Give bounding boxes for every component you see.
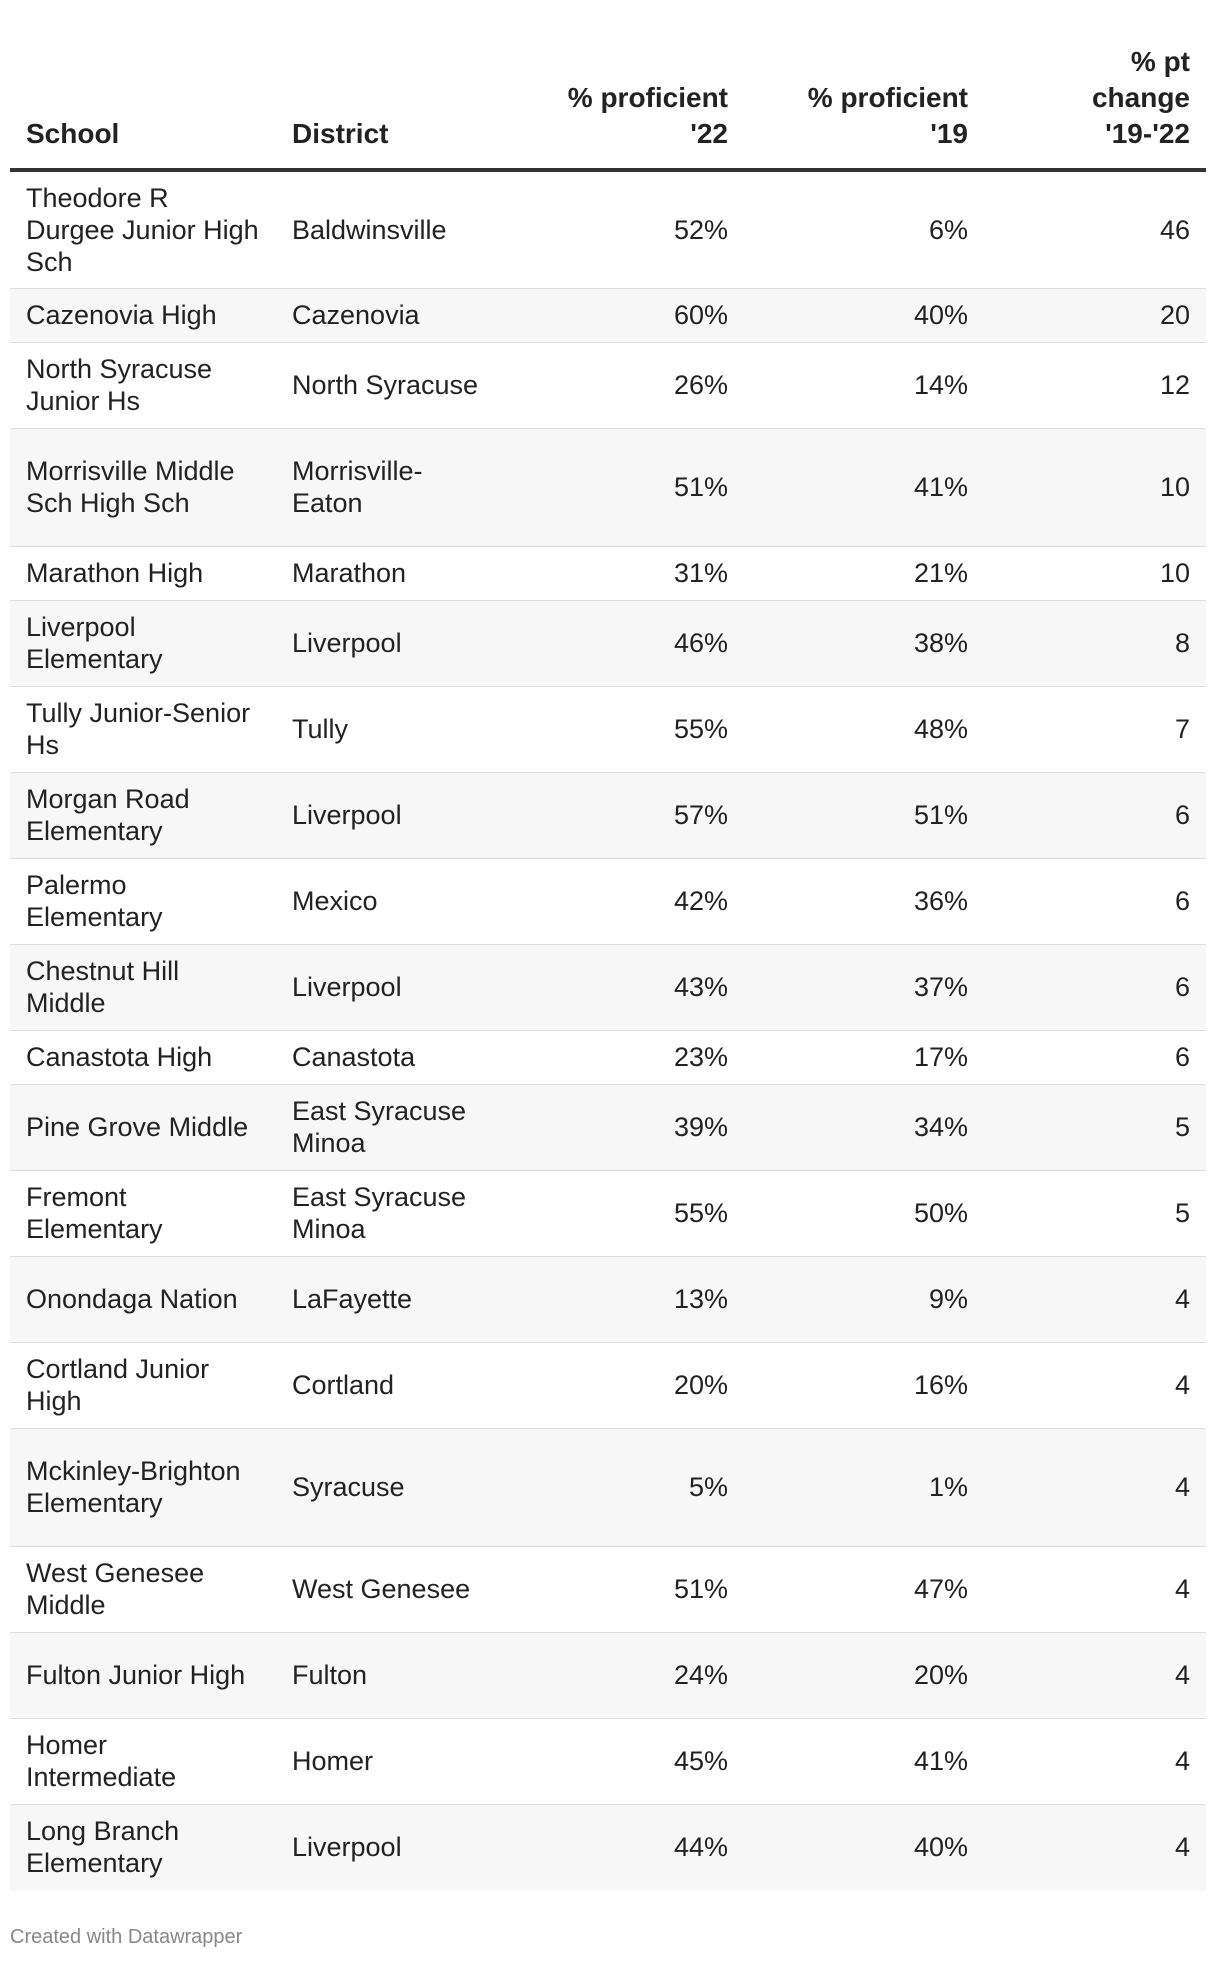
cell-pct-22: 24% xyxy=(496,1632,744,1718)
cell-change: 6 xyxy=(984,944,1206,1030)
cell-school: Morgan Road Elementary xyxy=(10,772,276,858)
cell-district: West Genesee xyxy=(276,1546,496,1632)
cell-change: 8 xyxy=(984,600,1206,686)
cell-school: Fulton Junior High xyxy=(10,1632,276,1718)
cell-change: 6 xyxy=(984,1030,1206,1084)
cell-school: Cortland Junior High xyxy=(10,1342,276,1428)
cell-school: West Genesee Middle xyxy=(10,1546,276,1632)
cell-pct-19: 41% xyxy=(744,428,984,546)
cell-school: North Syracuse Junior Hs xyxy=(10,342,276,428)
cell-change: 4 xyxy=(984,1804,1206,1890)
cell-change: 4 xyxy=(984,1256,1206,1342)
table-row xyxy=(10,1170,1206,1256)
cell-pct-19: 34% xyxy=(744,1084,984,1170)
cell-pct-19: 17% xyxy=(744,1030,984,1084)
table-row xyxy=(10,170,1206,288)
cell-district: Cazenovia xyxy=(276,288,496,342)
cell-district: North Syracuse xyxy=(276,342,496,428)
cell-district: Homer xyxy=(276,1718,496,1804)
cell-change: 4 xyxy=(984,1718,1206,1804)
cell-school: Theodore R Durgee Junior High Sch xyxy=(10,170,276,288)
cell-pct-22: 55% xyxy=(496,1170,744,1256)
cell-district: Canastota xyxy=(276,1030,496,1084)
table-row xyxy=(10,600,1206,686)
cell-pct-19: 41% xyxy=(744,1718,984,1804)
cell-pct-19: 36% xyxy=(744,858,984,944)
cell-school: Marathon High xyxy=(10,546,276,600)
cell-school: Fremont Elementary xyxy=(10,1170,276,1256)
header-district[interactable]: District xyxy=(276,0,496,170)
cell-school: Mckinley-Brighton Elementary xyxy=(10,1428,276,1546)
cell-pct-22: 60% xyxy=(496,288,744,342)
table-row xyxy=(10,1256,1206,1342)
cell-change: 4 xyxy=(984,1632,1206,1718)
table-row xyxy=(10,1718,1206,1804)
cell-pct-19: 21% xyxy=(744,546,984,600)
cell-pct-22: 52% xyxy=(496,170,744,288)
cell-pct-19: 6% xyxy=(744,170,984,288)
cell-pct-22: 26% xyxy=(496,342,744,428)
cell-pct-22: 20% xyxy=(496,1342,744,1428)
cell-district: LaFayette xyxy=(276,1256,496,1342)
cell-school: Onondaga Nation xyxy=(10,1256,276,1342)
cell-school: Morrisville Middle Sch High Sch xyxy=(10,428,276,546)
cell-school: Canastota High xyxy=(10,1030,276,1084)
cell-pct-19: 9% xyxy=(744,1256,984,1342)
cell-pct-19: 20% xyxy=(744,1632,984,1718)
table-row xyxy=(10,546,1206,600)
cell-pct-19: 1% xyxy=(744,1428,984,1546)
cell-district: East Syracuse Minoa xyxy=(276,1084,496,1170)
cell-change: 7 xyxy=(984,686,1206,772)
cell-pct-19: 38% xyxy=(744,600,984,686)
cell-district: Fulton xyxy=(276,1632,496,1718)
cell-pct-22: 51% xyxy=(496,1546,744,1632)
cell-pct-19: 50% xyxy=(744,1170,984,1256)
cell-district: Liverpool xyxy=(276,944,496,1030)
cell-school: Tully Junior-Senior Hs xyxy=(10,686,276,772)
cell-change: 5 xyxy=(984,1170,1206,1256)
cell-district: Liverpool xyxy=(276,1804,496,1890)
cell-district: Morrisville-Eaton xyxy=(276,428,496,546)
header-change[interactable]: % pt change '19-'22 xyxy=(984,0,1206,170)
cell-district: Syracuse xyxy=(276,1428,496,1546)
cell-change: 4 xyxy=(984,1342,1206,1428)
cell-change: 46 xyxy=(984,170,1206,288)
cell-district: Cortland xyxy=(276,1342,496,1428)
cell-pct-19: 16% xyxy=(744,1342,984,1428)
cell-change: 20 xyxy=(984,288,1206,342)
table-row xyxy=(10,1632,1206,1718)
cell-pct-19: 37% xyxy=(744,944,984,1030)
cell-school: Homer Intermediate xyxy=(10,1718,276,1804)
cell-school: Cazenovia High xyxy=(10,288,276,342)
cell-pct-19: 14% xyxy=(744,342,984,428)
cell-school: Liverpool Elementary xyxy=(10,600,276,686)
proficiency-table xyxy=(10,0,1206,1890)
header-pct-19[interactable]: % proficient '19 xyxy=(744,0,984,170)
cell-district: Mexico xyxy=(276,858,496,944)
datawrapper-credit: Created with Datawrapper xyxy=(10,1926,243,1948)
cell-school: Pine Grove Middle xyxy=(10,1084,276,1170)
table-row xyxy=(10,686,1206,772)
cell-pct-22: 39% xyxy=(496,1084,744,1170)
cell-pct-19: 40% xyxy=(744,1804,984,1890)
cell-pct-22: 42% xyxy=(496,858,744,944)
cell-district: Marathon xyxy=(276,546,496,600)
cell-change: 6 xyxy=(984,772,1206,858)
cell-pct-19: 47% xyxy=(744,1546,984,1632)
table-row xyxy=(10,1030,1206,1084)
cell-change: 12 xyxy=(984,342,1206,428)
cell-change: 10 xyxy=(984,428,1206,546)
table-row xyxy=(10,288,1206,342)
cell-pct-22: 51% xyxy=(496,428,744,546)
cell-pct-22: 31% xyxy=(496,546,744,600)
table-body xyxy=(10,170,1206,1890)
header-pct-22[interactable]: % proficient '22 xyxy=(496,0,744,170)
table-row xyxy=(10,1804,1206,1890)
cell-pct-22: 43% xyxy=(496,944,744,1030)
cell-pct-22: 57% xyxy=(496,772,744,858)
table-row xyxy=(10,1428,1206,1546)
cell-pct-22: 55% xyxy=(496,686,744,772)
cell-change: 5 xyxy=(984,1084,1206,1170)
header-school[interactable]: School xyxy=(10,0,276,170)
table-row xyxy=(10,1084,1206,1170)
cell-pct-19: 51% xyxy=(744,772,984,858)
table-row xyxy=(10,1546,1206,1632)
table-header xyxy=(10,0,1206,170)
cell-change: 4 xyxy=(984,1546,1206,1632)
cell-pct-19: 48% xyxy=(744,686,984,772)
header-row xyxy=(10,0,1206,170)
cell-district: East Syracuse Minoa xyxy=(276,1170,496,1256)
cell-pct-22: 23% xyxy=(496,1030,744,1084)
table-row xyxy=(10,428,1206,546)
cell-district: Liverpool xyxy=(276,600,496,686)
cell-district: Baldwinsville xyxy=(276,170,496,288)
cell-pct-22: 13% xyxy=(496,1256,744,1342)
cell-change: 10 xyxy=(984,546,1206,600)
cell-change: 6 xyxy=(984,858,1206,944)
cell-school: Chestnut Hill Middle xyxy=(10,944,276,1030)
table-row xyxy=(10,858,1206,944)
cell-pct-22: 5% xyxy=(496,1428,744,1546)
data-table-container xyxy=(10,0,1206,1890)
cell-pct-22: 45% xyxy=(496,1718,744,1804)
cell-change: 4 xyxy=(984,1428,1206,1546)
table-row xyxy=(10,944,1206,1030)
cell-school: Long Branch Elementary xyxy=(10,1804,276,1890)
cell-district: Liverpool xyxy=(276,772,496,858)
table-row xyxy=(10,772,1206,858)
cell-pct-19: 40% xyxy=(744,288,984,342)
table-row xyxy=(10,342,1206,428)
cell-pct-22: 46% xyxy=(496,600,744,686)
cell-pct-22: 44% xyxy=(496,1804,744,1890)
cell-school: Palermo Elementary xyxy=(10,858,276,944)
table-row xyxy=(10,1342,1206,1428)
cell-district: Tully xyxy=(276,686,496,772)
